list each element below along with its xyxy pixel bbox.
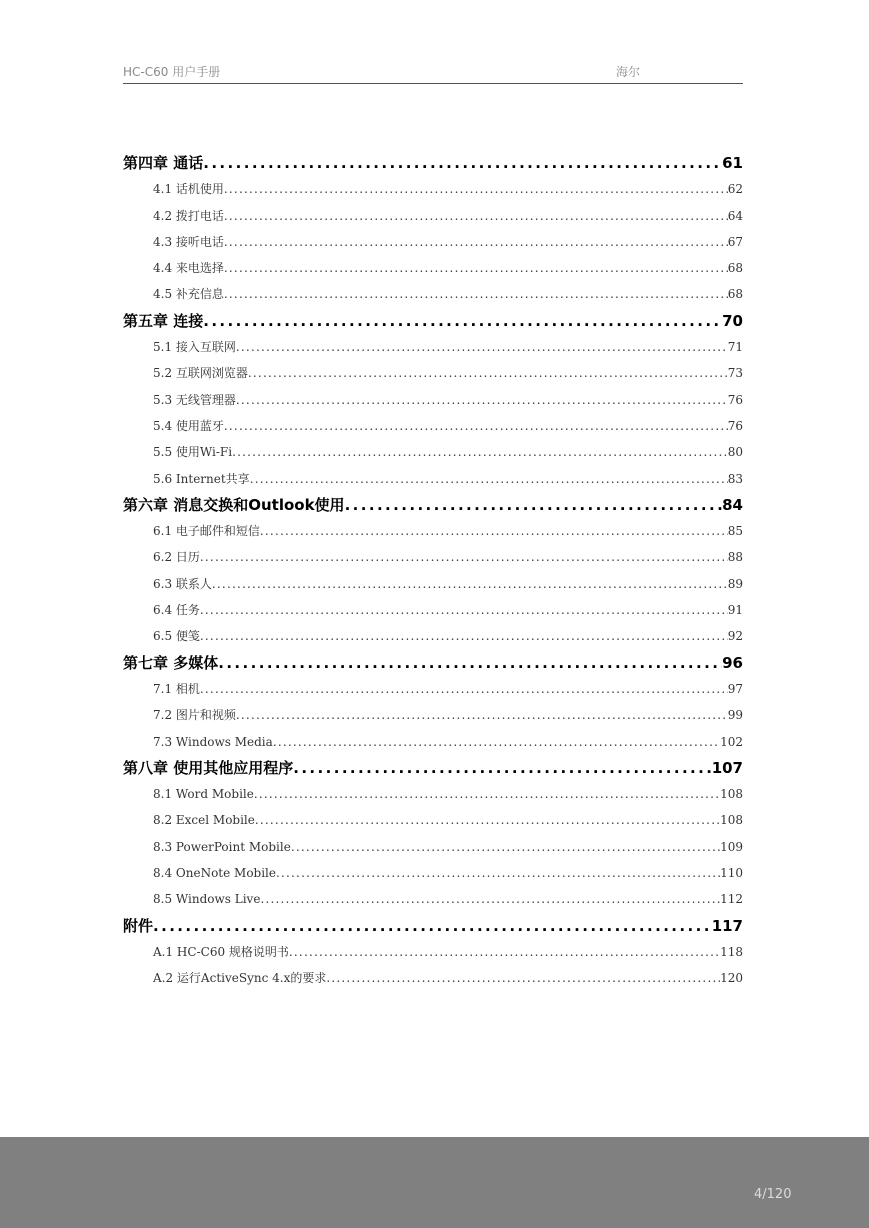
- toc-chapter-entry: [123, 492, 743, 518]
- toc-entry-title: 8.1 Word Mobile: [153, 787, 254, 802]
- toc-section-entry: [123, 203, 743, 229]
- toc-entry-page: 76: [727, 392, 743, 407]
- toc-entry-title: 第五章 连接: [123, 311, 204, 330]
- toc-entry-page: 120: [720, 971, 743, 986]
- toc-section-entry: [123, 965, 743, 991]
- toc-entry-page: 67: [727, 234, 743, 249]
- dot-leader: [236, 334, 728, 360]
- toc-entry-page: 91: [727, 603, 743, 618]
- toc-entry-title: 4.4 来电选择: [153, 261, 224, 276]
- dot-leader: [212, 571, 728, 597]
- toc-entry-title: 第八章 使用其他应用程序: [123, 758, 294, 777]
- toc-section-entry: [123, 781, 743, 807]
- toc-section-entry: [123, 439, 743, 465]
- toc-entry-title: 6.5 便笺: [153, 629, 200, 644]
- toc-entry-title: 附件: [123, 916, 154, 935]
- dot-leader: [224, 176, 728, 202]
- toc-entry-title: 5.1 接入互联网: [153, 340, 236, 355]
- dot-leader: [236, 702, 728, 728]
- toc-entry-title: 4.1 话机使用: [153, 182, 224, 197]
- toc-section-entry: [123, 544, 743, 570]
- toc-entry-title: 5.4 使用蓝牙: [153, 418, 224, 433]
- toc-entry-page: 76: [727, 418, 743, 433]
- toc-section-entry: [123, 860, 743, 886]
- toc-entry-title: 5.5 使用Wi-Fi: [153, 445, 233, 460]
- toc-entry-page: 61: [722, 154, 743, 172]
- toc-section-entry: [123, 466, 743, 492]
- table-of-contents: [123, 150, 743, 992]
- toc-entry-page: 64: [727, 208, 743, 223]
- toc-entry-title: 第四章 通话: [123, 154, 204, 172]
- dot-leader: [218, 650, 722, 676]
- toc-entry-page: 88: [727, 550, 743, 565]
- toc-section-entry: [123, 334, 743, 360]
- dot-leader: [260, 886, 720, 912]
- dot-leader: [273, 729, 720, 755]
- dot-leader: [276, 860, 720, 886]
- toc-entry-page: 102: [720, 734, 743, 749]
- dot-leader: [224, 203, 728, 229]
- dot-leader: [224, 255, 728, 281]
- toc-entry-title: A.1 HC-C60 规格说明书: [153, 944, 289, 959]
- document-title: HC-C60 用户手册: [123, 65, 221, 79]
- toc-entry-title: 8.5 Windows Live: [153, 892, 261, 907]
- toc-entry-page: 68: [727, 287, 743, 302]
- toc-entry-page: 89: [727, 576, 743, 591]
- toc-entry-page: 112: [720, 892, 743, 907]
- toc-entry-title: 第七章 多媒体: [123, 653, 219, 672]
- toc-entry-page: 68: [727, 261, 743, 276]
- toc-section-entry: [123, 571, 743, 597]
- toc-chapter-entry: [123, 150, 743, 176]
- toc-section-entry: [123, 939, 743, 965]
- toc-section-entry: [123, 597, 743, 623]
- toc-entry-page: 97: [727, 681, 743, 696]
- dot-leader: [224, 281, 728, 307]
- toc-section-entry: [123, 886, 743, 912]
- toc-entry-page: 80: [727, 445, 743, 460]
- dot-leader: [200, 597, 728, 623]
- toc-entry-page: 118: [720, 944, 743, 959]
- toc-entry-title: 8.3 PowerPoint Mobile: [153, 839, 291, 854]
- toc-entry-page: 73: [727, 366, 743, 381]
- toc-entry-title: 5.3 无线管理器: [153, 392, 236, 407]
- toc-entry-title: 8.2 Excel Mobile: [153, 813, 255, 828]
- toc-entry-title: 8.4 OneNote Mobile: [153, 866, 276, 881]
- toc-entry-title: 6.1 电子邮件和短信: [153, 524, 260, 539]
- toc-entry-title: 6.3 联系人: [153, 576, 212, 591]
- toc-section-entry: [123, 676, 743, 702]
- toc-section-entry: [123, 702, 743, 728]
- dot-leader: [232, 439, 728, 465]
- dot-leader: [153, 913, 712, 939]
- dot-leader: [254, 781, 720, 807]
- dot-leader: [224, 229, 728, 255]
- toc-section-entry: [123, 413, 743, 439]
- dot-leader: [224, 413, 728, 439]
- toc-entry-title: 7.2 图片和视频: [153, 708, 236, 723]
- toc-entry-page: 83: [727, 471, 743, 486]
- toc-entry-page: 84: [722, 495, 743, 514]
- toc-entry-page: 110: [720, 866, 743, 881]
- toc-entry-title: 6.4 任务: [153, 603, 200, 618]
- page-footer: [0, 1137, 869, 1228]
- toc-entry-page: 109: [720, 839, 743, 854]
- page-header: [123, 60, 743, 84]
- toc-entry-title: 7.3 Windows Media: [153, 734, 273, 749]
- toc-chapter-entry: [123, 308, 743, 334]
- toc-section-entry: [123, 623, 743, 649]
- toc-entry-page: 99: [727, 708, 743, 723]
- toc-chapter-entry: [123, 755, 743, 781]
- dot-leader: [291, 834, 720, 860]
- toc-entry-title: 4.2 拨打电话: [153, 208, 224, 223]
- toc-section-entry: [123, 807, 743, 833]
- dot-leader: [203, 150, 722, 176]
- page-number: 4/120: [754, 1187, 792, 1202]
- toc-section-entry: [123, 729, 743, 755]
- dot-leader: [236, 387, 728, 413]
- dot-leader: [250, 466, 728, 492]
- dot-leader: [200, 544, 728, 570]
- toc-entry-page: 71: [727, 340, 743, 355]
- toc-entry-page: 62: [727, 182, 743, 197]
- toc-entry-title: 第六章 消息交换和Outlook使用: [123, 495, 345, 514]
- toc-section-entry: [123, 360, 743, 386]
- toc-entry-page: 70: [722, 311, 743, 330]
- dot-leader: [200, 676, 728, 702]
- toc-entry-title: 7.1 相机: [153, 681, 200, 696]
- dot-leader: [200, 623, 728, 649]
- toc-chapter-entry: [123, 913, 743, 939]
- dot-leader: [289, 939, 720, 965]
- toc-entry-title: 6.2 日历: [153, 550, 200, 565]
- toc-entry-page: 117: [711, 916, 743, 935]
- toc-section-entry: [123, 176, 743, 202]
- dot-leader: [255, 807, 720, 833]
- toc-entry-page: 107: [711, 758, 743, 777]
- toc-entry-page: 108: [720, 787, 743, 802]
- brand-name: 海尔: [616, 65, 641, 79]
- toc-section-entry: [123, 387, 743, 413]
- toc-entry-page: 108: [720, 813, 743, 828]
- dot-leader: [203, 308, 722, 334]
- toc-entry-title: 5.6 Internet共享: [153, 471, 250, 486]
- toc-entry-title: 4.3 接听电话: [153, 234, 224, 249]
- dot-leader: [293, 755, 711, 781]
- dot-leader: [345, 492, 723, 518]
- toc-entry-page: 92: [727, 629, 743, 644]
- dot-leader: [326, 965, 720, 991]
- toc-entry-title: 5.2 互联网浏览器: [153, 366, 248, 381]
- toc-entry-title: 4.5 补充信息: [153, 287, 224, 302]
- toc-entry-page: 85: [727, 524, 743, 539]
- toc-entry-page: 96: [722, 653, 743, 672]
- toc-section-entry: [123, 518, 743, 544]
- toc-section-entry: [123, 255, 743, 281]
- toc-section-entry: [123, 281, 743, 307]
- toc-section-entry: [123, 834, 743, 860]
- dot-leader: [248, 360, 728, 386]
- toc-section-entry: [123, 229, 743, 255]
- toc-entry-title: A.2 运行ActiveSync 4.x的要求: [153, 971, 327, 986]
- dot-leader: [260, 518, 728, 544]
- toc-chapter-entry: [123, 650, 743, 676]
